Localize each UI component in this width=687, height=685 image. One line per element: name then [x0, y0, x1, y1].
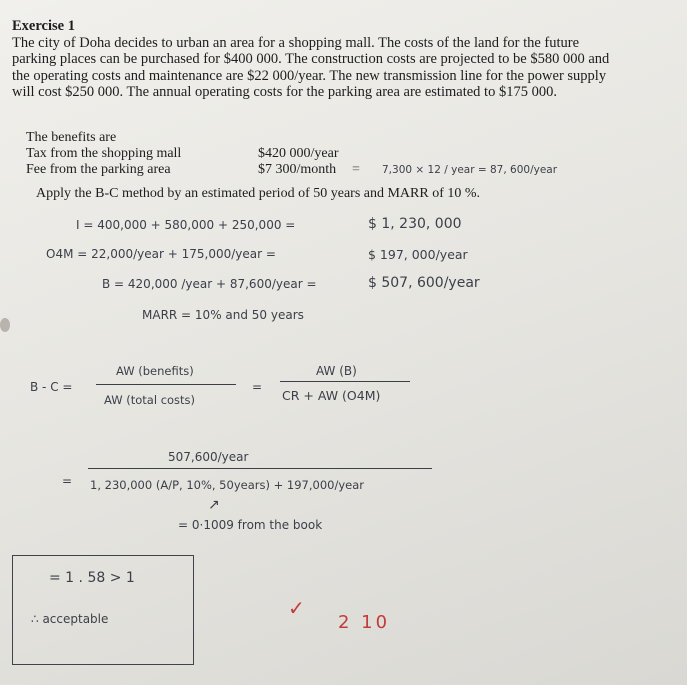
equals-sign: = [252, 380, 263, 394]
equals-sign: = [352, 161, 360, 177]
benefit-value: $420 000/year [258, 145, 339, 161]
factor-value: = 0·1009 from the book [178, 518, 323, 532]
problem-line-4: will cost $250 000. The annual operating costs for the parking area are estimated to $175 000. [12, 84, 557, 100]
problem-line-3: the operating costs and maintenance are $22 000/year. The new transmission line for the power supply [12, 67, 607, 84]
instruction-text: Apply the B-C method by an estimated period of 50 years and MARR of 10 %. [36, 186, 481, 201]
fraction-denominator: 1, 230,000 (A/P, 10%, 50years) + 197,000/year [90, 478, 364, 492]
exercise-title: Exercise 1 [12, 18, 75, 34]
benefit-label: Tax from the shopping mall [26, 145, 182, 161]
bc-ratio-result: = 1 . 58 > 1 [49, 570, 135, 586]
handwritten-marr-line: MARR = 10% and 50 years [142, 308, 304, 322]
grade-mark: 2 10 [338, 612, 391, 633]
benefits-heading: The benefits are [26, 130, 117, 145]
calc-rhs: $ 197, 000/year [368, 247, 468, 262]
calc-rhs: $ 507, 600/year [368, 275, 480, 291]
calc-lhs: I = 400,000 + 580,000 + 250,000 = [76, 218, 296, 232]
calc-lhs: O4M = 22,000/year + 175,000/year = [46, 247, 276, 261]
checkmark-icon: ✓ [288, 596, 305, 620]
handwritten-investment-row [76, 216, 462, 232]
benefit-label: Fee from the parking area [26, 161, 171, 177]
handwritten-fee-conversion: 7,300 × 12 / year = 87, 600/year [382, 163, 558, 176]
benefit-row-fee [26, 162, 666, 178]
fraction-numerator: AW (benefits) [116, 364, 194, 378]
background-blemish [0, 318, 10, 332]
handwritten-om-row [46, 247, 468, 262]
fraction-denominator: AW (total costs) [104, 393, 196, 407]
benefit-row-tax [26, 146, 666, 162]
exercise-text [12, 18, 672, 101]
conclusion-text: ∴ acceptable [31, 612, 109, 626]
problem-line-1: The city of Doha decides to urban an area for a shopping mall. The costs of the land for the future [12, 34, 580, 51]
equals-sign: = [62, 474, 73, 488]
calc-rhs: $ 1, 230, 000 [368, 216, 462, 232]
fraction-denominator: CR + AW (O4M) [282, 388, 381, 403]
fraction-numerator: AW (B) [316, 364, 357, 378]
benefits-block [26, 130, 666, 178]
fraction-bar [96, 384, 236, 385]
fraction-bar [280, 381, 410, 382]
bc-label: B - C = [30, 380, 73, 394]
fraction-numerator: 507,600/year [168, 450, 249, 464]
benefit-value: $7 300/month [258, 161, 337, 177]
calc-lhs: B = 420,000 /year + 87,600/year = [102, 277, 317, 291]
handwritten-benefits-row [102, 275, 480, 291]
problem-line-2: parking places can be purchased for $400 000. The construction costs are projected to be $580 000 and [12, 51, 610, 67]
fraction-bar [88, 468, 432, 469]
arrow-icon: ↗ [208, 497, 220, 513]
result-box [12, 555, 194, 665]
